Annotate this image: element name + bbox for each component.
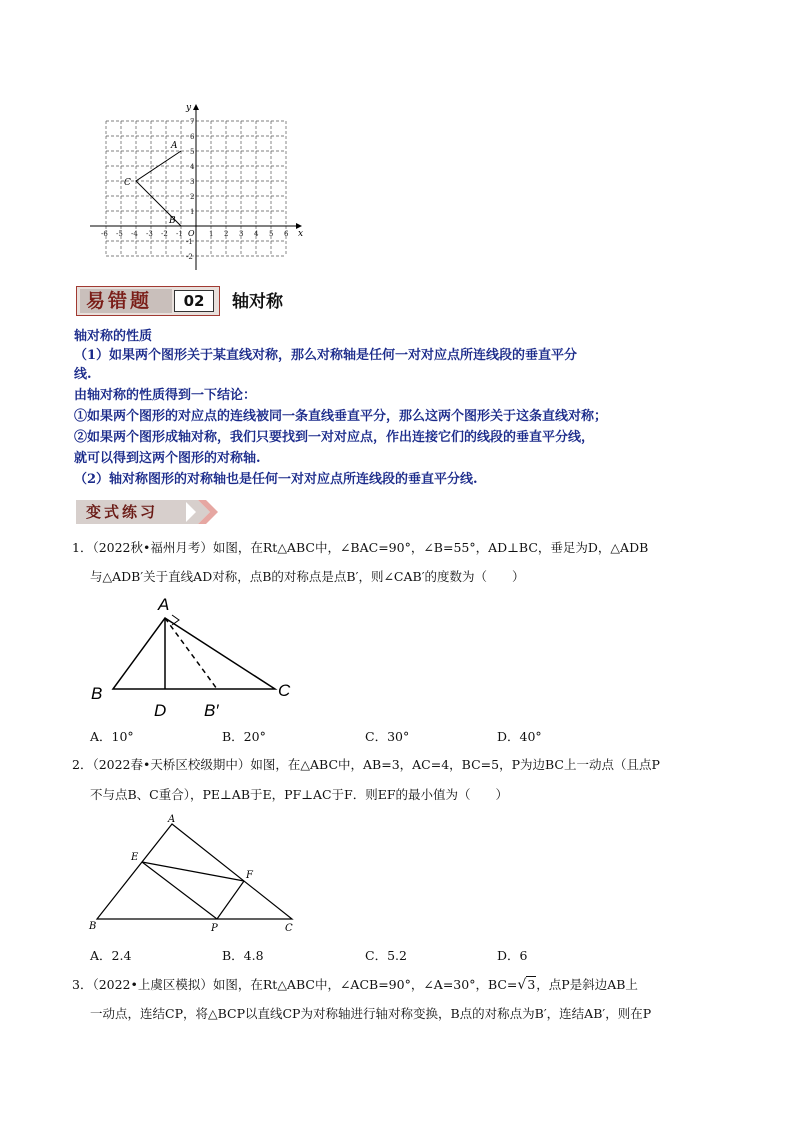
- q2-label-p: P: [211, 923, 218, 934]
- q1-label-b-prime: B′: [204, 701, 219, 720]
- coordinate-grid-figure: [88, 100, 313, 275]
- x-tick-label: 3: [239, 230, 244, 238]
- property-line-4b: 就可以得到这两个图形的对称轴.: [74, 451, 261, 466]
- q1-option-d[interactable]: D．40°: [497, 729, 542, 744]
- point-label-c: C: [124, 178, 131, 188]
- q1-triangle-figure: [88, 592, 308, 722]
- q3-line-2: 一动点，连结CP，将△BCP以直线CP为对称轴进行轴对称变换，B点的对称点为B′，连结AB′，则在P: [90, 1006, 652, 1021]
- q1-label-d: D: [154, 701, 167, 720]
- q1-line-2: 与△ADB′关于直线AD对称，点B的对称点是点B′，则∠CAB′的度数为（ ）: [90, 569, 525, 584]
- y-tick-label: 5: [190, 148, 195, 156]
- q2-option-d[interactable]: D．6: [497, 948, 528, 963]
- x-tick-label: 6: [284, 230, 289, 238]
- q2-label-f: F: [246, 870, 253, 881]
- sqrt-sign-icon: √: [517, 977, 527, 993]
- shape-ACB: [136, 151, 181, 226]
- q2-label-c: C: [285, 923, 293, 934]
- section-tag: 易错题: [86, 290, 153, 312]
- q2-line-1: 2．（2022春•天桥区校级期中）如图，在△ABC中，AB=3，AC=4，BC=5，P为边BC上一动点（且点P: [72, 757, 660, 772]
- property-line-2: 由轴对称的性质得到一下结论：: [74, 388, 257, 403]
- property-line-3: ①如果两个图形的对应点的连线被同一条直线垂直平分，那么这两个图形关于这条直线对称；: [74, 409, 608, 424]
- q1-label-a: A: [158, 595, 170, 614]
- property-line-4: ②如果两个图形成轴对称，我们只要找到一对对应点，作出连接它们的线段的垂直平分线，: [74, 430, 595, 445]
- x-axis-label: x: [298, 229, 304, 239]
- y-axis-arrow-icon: [193, 104, 199, 110]
- q1-option-c[interactable]: C．30°: [365, 729, 410, 744]
- q2-option-a[interactable]: A．2.4: [90, 948, 132, 963]
- y-tick-label: 7: [190, 118, 195, 126]
- y-tick-label: -2: [186, 253, 193, 261]
- point-label-b: B: [169, 216, 176, 226]
- x-tick-label: -6: [101, 230, 108, 238]
- x-tick-label: 4: [254, 230, 259, 238]
- y-tick-label: 2: [190, 193, 195, 201]
- x-tick-label: -2: [161, 230, 168, 238]
- q1-dashed-ab-prime: [165, 618, 217, 689]
- q2-segment-pe: [142, 862, 217, 919]
- origin-label: O: [188, 229, 195, 238]
- q1-line-1: 1．（2022秋•福州月考）如图，在Rt△ABC中，∠BAC=90°，∠B=55°，AD⊥BC，垂足为D，△ADB: [72, 540, 649, 555]
- y-tick-label: -1: [186, 238, 193, 246]
- point-label-a: A: [171, 141, 178, 151]
- q3-line-1-text-c: ，点P是斜边AB上: [536, 977, 638, 992]
- practice-banner-arrow-icon: [184, 498, 224, 526]
- q2-segment-ef: [142, 862, 244, 881]
- x-tick-label: -3: [146, 230, 153, 238]
- y-axis-label: y: [186, 103, 192, 113]
- section-topic: 轴对称: [232, 292, 283, 312]
- q1-option-b[interactable]: B．20°: [222, 729, 266, 744]
- q2-label-b: B: [89, 921, 97, 932]
- q1-label-b: B: [91, 684, 103, 703]
- q2-triangle-figure: [86, 812, 301, 937]
- q3-line-1: [72, 972, 638, 998]
- q2-label-e: E: [131, 852, 139, 863]
- section-number: 02: [174, 290, 214, 312]
- q2-option-b[interactable]: B．4.8: [222, 948, 264, 963]
- property-line-1b: 线.: [74, 367, 92, 382]
- x-tick-label: -4: [131, 230, 138, 238]
- q1-option-a[interactable]: A．10°: [90, 729, 134, 744]
- q2-segment-pf: [217, 881, 244, 919]
- q2-label-a: A: [168, 814, 176, 825]
- property-line-1: （1）如果两个图形关于某直线对称，那么对称轴是任何一对对应点所连线段的垂直平分: [74, 348, 578, 363]
- y-tick-label: 1: [190, 208, 195, 216]
- y-tick-label: 3: [190, 178, 195, 186]
- property-line-5: （2）轴对称图形的对称轴也是任何一对对应点所连线段的垂直平分线.: [74, 472, 478, 487]
- practice-label: 变式练习: [86, 503, 159, 521]
- y-tick-label: 4: [190, 163, 195, 171]
- q2-option-c[interactable]: C．5.2: [365, 948, 407, 963]
- q3-sqrt-value: 3: [527, 977, 536, 992]
- q1-label-c: C: [278, 681, 291, 700]
- q2-line-2: 不与点B、C重合），PE⊥AB于E，PF⊥AC于F．则EF的最小值为（ ）: [90, 787, 509, 802]
- x-tick-label: 2: [224, 230, 229, 238]
- q1-triangle-abc: [113, 618, 275, 689]
- x-tick-label: -1: [176, 230, 183, 238]
- y-tick-label: 6: [190, 133, 195, 141]
- q3-line-1-text-a: 3．（2022•上虞区模拟）如图，在Rt△ABC中，∠ACB=90°，∠A=30°，BC=: [72, 977, 518, 992]
- x-tick-label: 1: [209, 230, 214, 238]
- x-tick-label: 5: [269, 230, 274, 238]
- property-heading: 轴对称的性质: [74, 329, 153, 344]
- x-tick-label: -5: [116, 230, 123, 238]
